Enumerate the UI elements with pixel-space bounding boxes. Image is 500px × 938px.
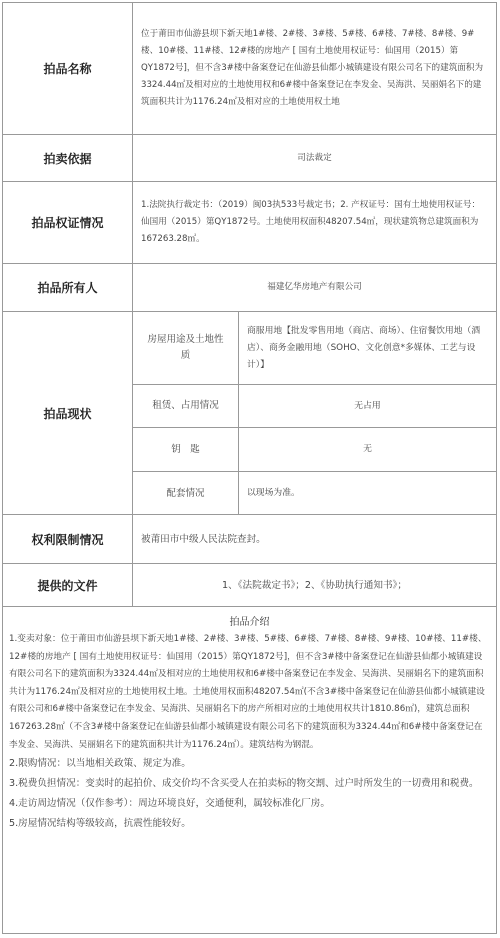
intro-paragraph-4: 4.走访周边情况（仅作参考）：周边环境良好，交通便利，属较标准化厂房。 [9, 798, 330, 810]
auction-info-table [2, 2, 497, 934]
value-owner [133, 264, 496, 311]
value-restriction [133, 515, 496, 563]
row-basis [3, 135, 496, 182]
row-rights [3, 182, 496, 264]
value-basis [133, 135, 496, 181]
status-key-value: 无 [363, 444, 372, 454]
intro-body [9, 631, 490, 834]
status-lease-label: 租赁、占用情况 [133, 385, 239, 427]
status-facilities-label: 配套情况 [133, 472, 239, 515]
value-rights [133, 182, 496, 263]
documents-text: 1、《法院裁定书》；2、《协助执行通知书》； [222, 579, 407, 591]
row-item-name [3, 3, 496, 135]
intro-paragraph-3: 3.税费负担情况：变卖时的起拍价、成交价均不含买受人在拍卖标的物交割、过户时所发生的一切费用和税费。 [9, 778, 479, 790]
status-row-lease [133, 385, 496, 428]
value-item-name [133, 3, 496, 134]
status-key-label: 钥 匙 [133, 428, 239, 471]
intro-title: 拍品介绍 [229, 616, 270, 628]
label-restriction: 权利限制情况 [3, 515, 133, 563]
row-status [3, 312, 496, 515]
label-rights: 拍品权证情况 [3, 182, 133, 263]
row-restriction [3, 515, 496, 564]
value-documents [133, 564, 496, 606]
status-row-key [133, 428, 496, 472]
owner-text: 福建亿华房地产有限公司 [267, 282, 362, 292]
basis-text: 司法裁定 [297, 152, 332, 163]
intro-paragraph-5: 5.房屋情况结构等级较高，抗震性能较好。 [9, 818, 191, 830]
label-documents: 提供的文件 [3, 564, 133, 606]
status-row-usage [133, 312, 496, 385]
status-subtable [133, 312, 496, 514]
label-item-name: 拍品名称 [3, 3, 133, 134]
label-basis: 拍卖依据 [3, 135, 133, 181]
status-row-facilities [133, 472, 496, 515]
status-usage-label: 房屋用途及土地性质 [133, 312, 239, 384]
intro-paragraph-1: 1.变卖对象：位于莆田市仙游县坝下新天地1#楼、2#楼、3#楼、5#楼、6#楼、7#楼、8#楼、9#楼、10#楼、11#楼、12#楼的房地产 [ 国有土地使用权证号：仙国用（2015）第QY1872号]，但不含3#楼中备案登记在仙游县仙都小城镇建设有限公司名下的建筑面积为3324.44㎡及相对应的土地使用权和6#楼中备案登记在李发金、吴海洪、吴丽娟名下的建筑面积共计为1176.24㎡及相对应的土地使用权土地。土地使用权面积48207.54㎡(不含3#楼中备案登记在仙游县仙都小城镇建设有限公司和6#楼中备案登记在李发金、吴海洪、吴丽娟名下的房产所相对应的土地使用权共计1810.86㎡)，建筑总面积167263.28㎡（不含3#楼中备案登记在仙游县仙都小城镇建设有限公司名下的建筑面积为3324.44㎡和6#楼中备案登记在李发金、吴海洪、吴丽娟名下的建筑面积共计为1176.24㎡）。建筑结构为钢混。 [9, 634, 487, 750]
label-status: 拍品现状 [3, 312, 133, 514]
status-usage-value: 商服用地【批发零售用地（商店、商场）、住宿餐饮用地（酒店）、商务金融用地（SOHO、文化创意*多媒体、工艺与设计）】 [247, 325, 481, 370]
rights-text: 1.法院执行裁定书：（2019）闽03执533号裁定书；2. 产权证号：国有土地使用权证号：仙国用（2015）第QY1872号。土地使用权面积48207.54㎡，现状建筑物总建筑面积为167263.28㎡。 [141, 200, 481, 244]
intro-paragraph-2: 2.限购情况：以当地相关政策、规定为准。 [9, 758, 191, 770]
row-owner [3, 264, 496, 312]
status-lease-value: 无占用 [354, 400, 381, 411]
status-facilities-value: 以现场为准。 [247, 488, 300, 498]
row-documents [3, 564, 496, 607]
intro-section [3, 607, 496, 933]
restriction-text: 被莆田市中级人民法院查封。 [141, 533, 266, 545]
item-name-text: 位于莆田市仙游县坝下新天地1#楼、2#楼、3#楼、5#楼、6#楼、7#楼、8#楼、9#楼、10#楼、11#楼、12#楼的房地产 [ 国有土地使用权证号：仙国用（2015）第QY1872号]，但不含3#楼中备案登记在仙游县仙都小城镇建设有限公司名下的建筑面积为3324.44㎡及相对应的土地使用权和6#楼中备案登记在李发金、吴海洪、吴丽娟名下的建筑面积共计为1176.24㎡及相对应的土地使用权土地 [141, 29, 484, 107]
label-owner: 拍品所有人 [3, 264, 133, 311]
